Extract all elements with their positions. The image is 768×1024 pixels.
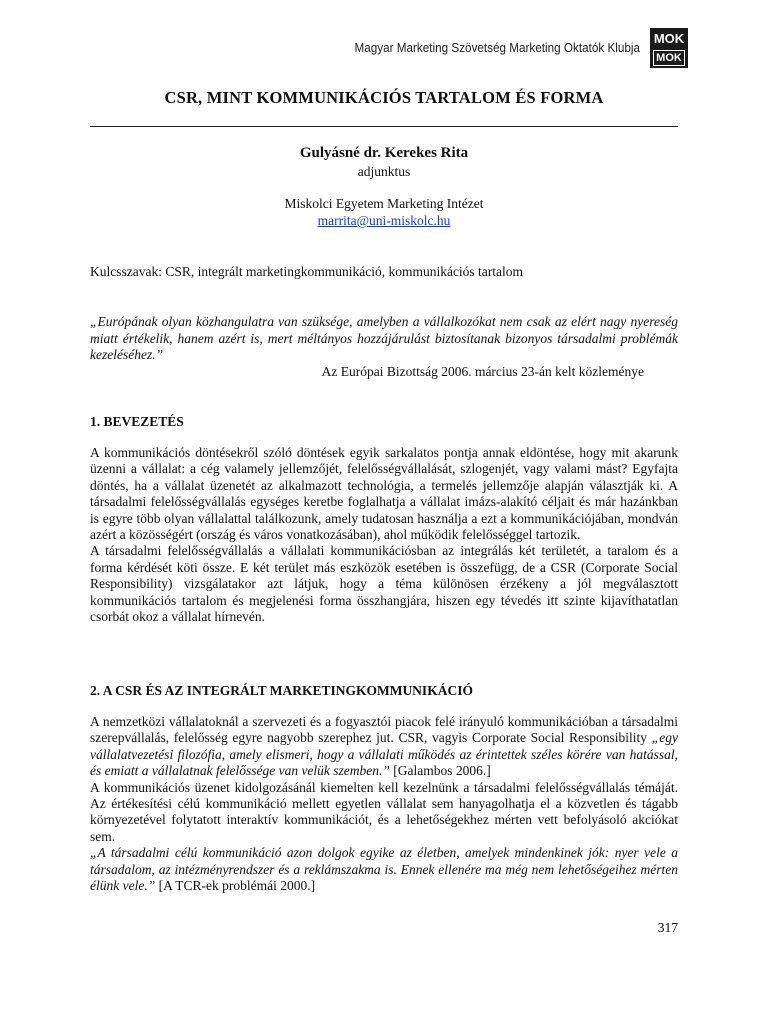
author-email-link[interactable]: marrita@uni-miskolc.hu bbox=[317, 213, 451, 228]
title-divider bbox=[90, 126, 678, 127]
section-2-body bbox=[90, 714, 678, 894]
section-2-p1-quote: „egy vállalatvezetési filozófia, amely elismeri, hogy a vállalati működés az érintettek széles körére van hatással, és emiatt a vállalatnak felelőssége van velük szemben.” bbox=[90, 730, 678, 779]
keywords: Kulcsszavak: CSR, integrált marketingkommunikáció, kommunikációs tartalom bbox=[90, 264, 524, 279]
epigraph-quote: „Európának olyan közhangulatra van szüksége, amelyben a vállalkozókat nem csak az elért nagy nyereség miatt értékelik, hanem azért is, mert méltányos hozzájárulást biztosítanak bizonyos társadalmi problémák kezeléséhez.” bbox=[90, 314, 678, 362]
section-2-heading: 2. A CSR ÉS AZ INTEGRÁLT MARKETINGKOMMUNIKÁCIÓ bbox=[90, 683, 473, 698]
epigraph-source: Az Európai Bizottság 2006. március 23-án kelt közleménye bbox=[321, 364, 644, 379]
section-1-paragraph-1: A kommunikációs döntésekről szóló döntések egyik sarkalatos pontja annak eldöntése, hogy mit akarunk üzenni a vállalat: a cég valamely jellemzőjét, felelősségvállalását, szlogenjét, vagy valami mást? Egyfajta döntés, ha a vállalat üzenetét az alkalmazott technológia, a termelés jellemzője alapján választják ki. A társadalmi felelősségvállalás egységes keretbe foglalhatja a vállalat imázs-alakító céljait és már hazánkban is egyre több olyan vállalattal találkozunk, amely tudatosan használja a ezt a kommunikációjában, mondván azért a közösségért (ország és város vonatkozásában), ahol működik felelősséggel tartozik. bbox=[90, 445, 678, 543]
logo-text-top: MOK bbox=[653, 31, 685, 46]
author-name: Gulyásné dr. Kerekes Rita bbox=[299, 145, 469, 161]
author-institution: Miskolci Egyetem Marketing Intézet bbox=[284, 196, 484, 211]
section-2-p1-text: A nemzetközi vállalatoknál a szervezeti és a fogyasztói piacok felé irányuló kommunikációban a társadalmi szerepvállalás, felelősség egyre nagyobb szerephez jut. CSR, vagyis Corporate Social Responsibility bbox=[90, 714, 678, 746]
header-organization: Magyar Marketing Szövetség Marketing Oktatók Klubja bbox=[354, 40, 640, 55]
section-2-p3-quote: „A társadalmi célú kommunikáció azon dolgok egyike az életben, amelyek mindenkinek jók: nyer vele a társadalom, az intézményrendszer és a reklámszakma is. Ennek ellenére ma még nem lehetőségeihez mérten élünk vele.” bbox=[90, 845, 678, 894]
author-role: adjunktus bbox=[357, 164, 411, 179]
mok-logo bbox=[650, 28, 688, 68]
section-2-paragraph-2: A kommunikációs üzenet kidolgozásánál kiemelten kell kezelnünk a társadalmi felelősségvállalás témáját. Az értékesítési célú kommunikáció mellett egyetlen vállalat sem hanyagolhatja el a közvetlen és tágabb környezetével folytatott interaktív kommunikációt, és a lehetőségekhez mérten vett befolyásoló akciókat sem. bbox=[90, 779, 678, 844]
section-1-heading: 1. BEVEZETÉS bbox=[90, 414, 184, 429]
section-1-body bbox=[90, 445, 678, 625]
section-1-paragraph-2: A társadalmi felelősségvállalás a vállalati kommunikációsban az integrálás két területét, a taralom és a forma kérdését köti össze. E két terület más eszközök esetében is összefügg, de a CSR (Corporate Social Responsibility) vizsgálatakor azt látjuk, hogy a téma különösen érzékeny a jól megválasztott kommunikációs tartalom és megjelenési forma összhangjára, hiszen egy tévedés itt szinte kijavíthatatlan csorbát okoz a vállalat hírnevén. bbox=[90, 543, 678, 625]
section-2-paragraph-3 bbox=[90, 845, 678, 894]
section-2-paragraph-1 bbox=[90, 714, 678, 780]
page-number: 317 bbox=[657, 920, 678, 935]
section-2-p3-citation: [A TCR-ek problémái 2000.] bbox=[155, 878, 316, 894]
logo-text-bottom: MOK bbox=[653, 50, 685, 66]
author-email-line bbox=[90, 213, 678, 229]
section-2-p1-citation: [Galambos 2006.] bbox=[389, 763, 491, 779]
paper-title: CSR, MINT KOMMUNIKÁCIÓS TARTALOM ÉS FORMA bbox=[164, 88, 604, 107]
